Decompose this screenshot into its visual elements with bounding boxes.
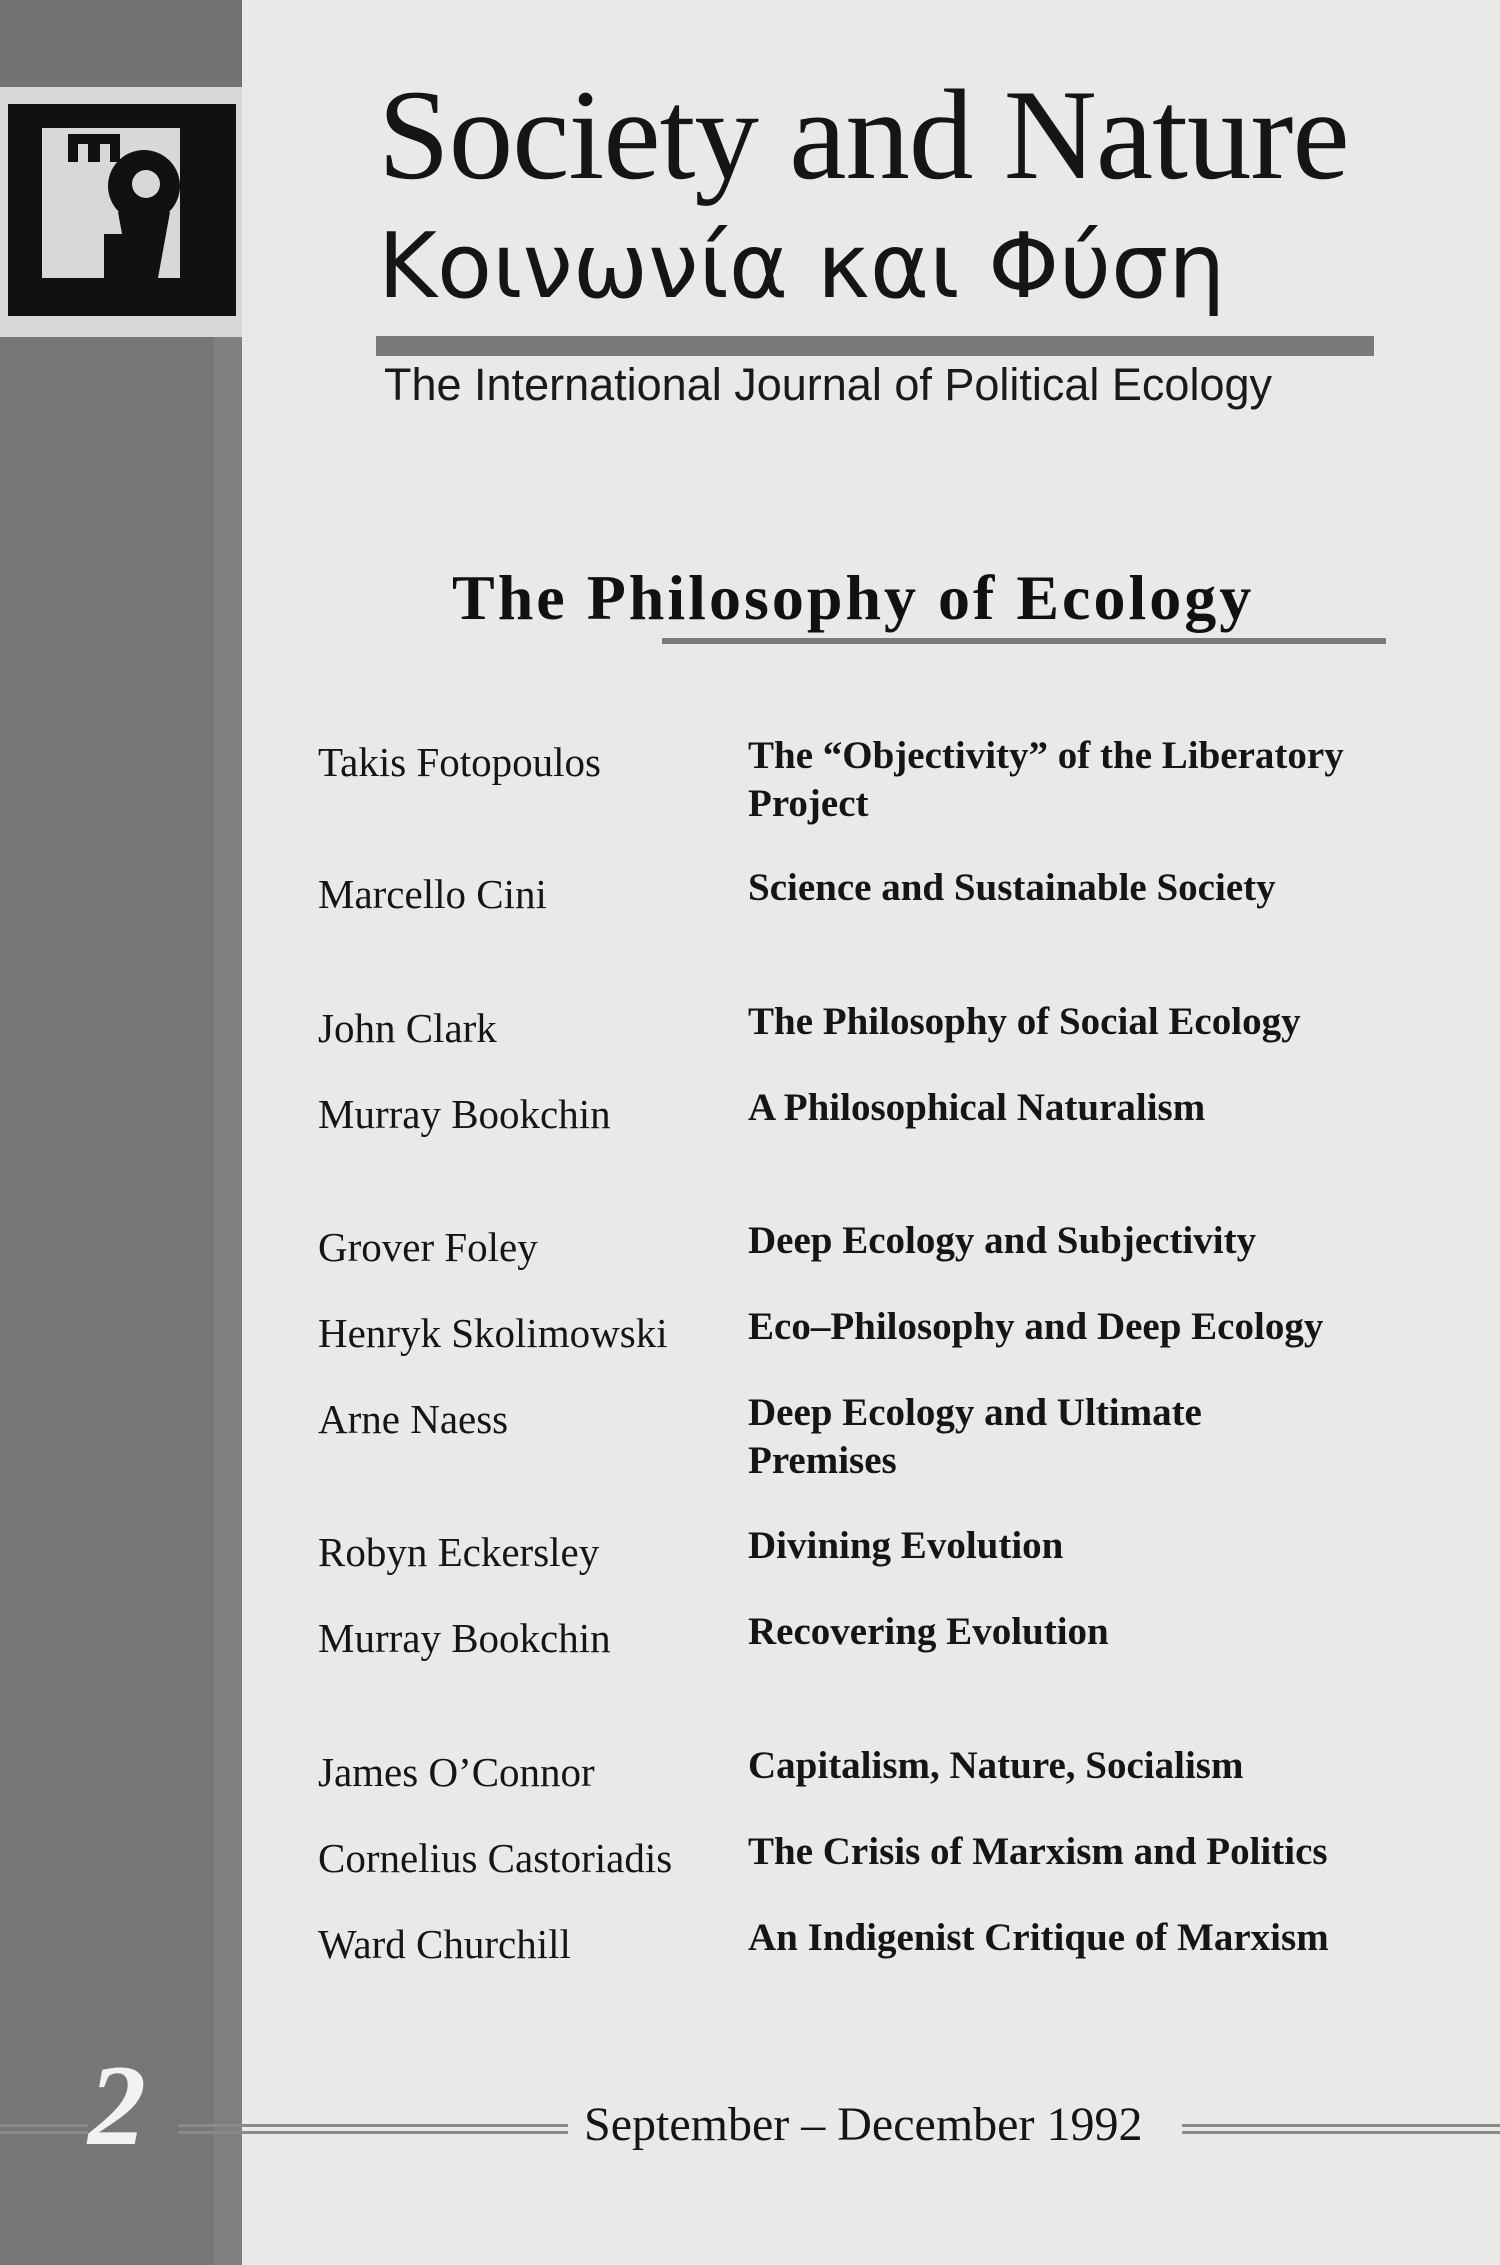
journal-title-greek: Κοινωνία και Φύση xyxy=(378,214,1226,319)
issue-date: September – December 1992 xyxy=(584,2098,1143,2151)
entry-title: The Crisis of Marxism and Politics xyxy=(748,1830,1328,1873)
entry-title: A Philosophical Naturalism xyxy=(748,1086,1206,1129)
entry-author: Henryk Skolimowski xyxy=(318,1310,668,1356)
entry-title: Capitalism, Nature, Socialism xyxy=(748,1744,1244,1787)
entry-title: Divining Evolution xyxy=(748,1524,1064,1567)
entry-author: Grover Foley xyxy=(318,1224,538,1270)
footer-rule-right xyxy=(1182,2124,1500,2134)
entry-author: Takis Fotopoulos xyxy=(318,739,602,785)
entry-author: Arne Naess xyxy=(318,1396,509,1442)
issue-number: 2 xyxy=(88,2042,146,2170)
entry-author: Cornelius Castoriadis xyxy=(318,1835,673,1881)
issue-theme-heading: The Philosophy of Ecology xyxy=(452,562,1255,633)
entry-author: Murray Bookchin xyxy=(318,1615,611,1661)
entry-title: Recovering Evolution xyxy=(748,1610,1109,1653)
journal-title-english: Society and Nature xyxy=(378,63,1349,206)
journal-subtitle: The International Journal of Political Ecology xyxy=(384,359,1273,410)
entry-title: The Philosophy of Social Ecology xyxy=(748,1000,1301,1043)
entry-title: Deep Ecology and Subjectivity xyxy=(748,1219,1257,1262)
entry-author: Murray Bookchin xyxy=(318,1091,611,1137)
entry-author: Marcello Cini xyxy=(318,871,547,917)
entry-author: Ward Churchill xyxy=(318,1921,571,1967)
entry-author: Robyn Eckersley xyxy=(318,1529,600,1575)
entry-title: Eco–Philosophy and Deep Ecology xyxy=(748,1305,1324,1348)
entry-title: Science and Sustainable Society xyxy=(748,866,1276,909)
footer-rule-left xyxy=(0,2124,88,2134)
entry-title: Deep Ecology and Ultimate Premises xyxy=(748,1391,1202,1482)
entry-title: The “Objectivity” of the Liberatory Project xyxy=(748,734,1344,825)
entry-author: James O’Connor xyxy=(318,1749,595,1795)
entry-title: An Indigenist Critique of Marxism xyxy=(748,1916,1329,1959)
footer-rule-middle xyxy=(178,2124,568,2134)
entry-author: John Clark xyxy=(318,1005,497,1051)
